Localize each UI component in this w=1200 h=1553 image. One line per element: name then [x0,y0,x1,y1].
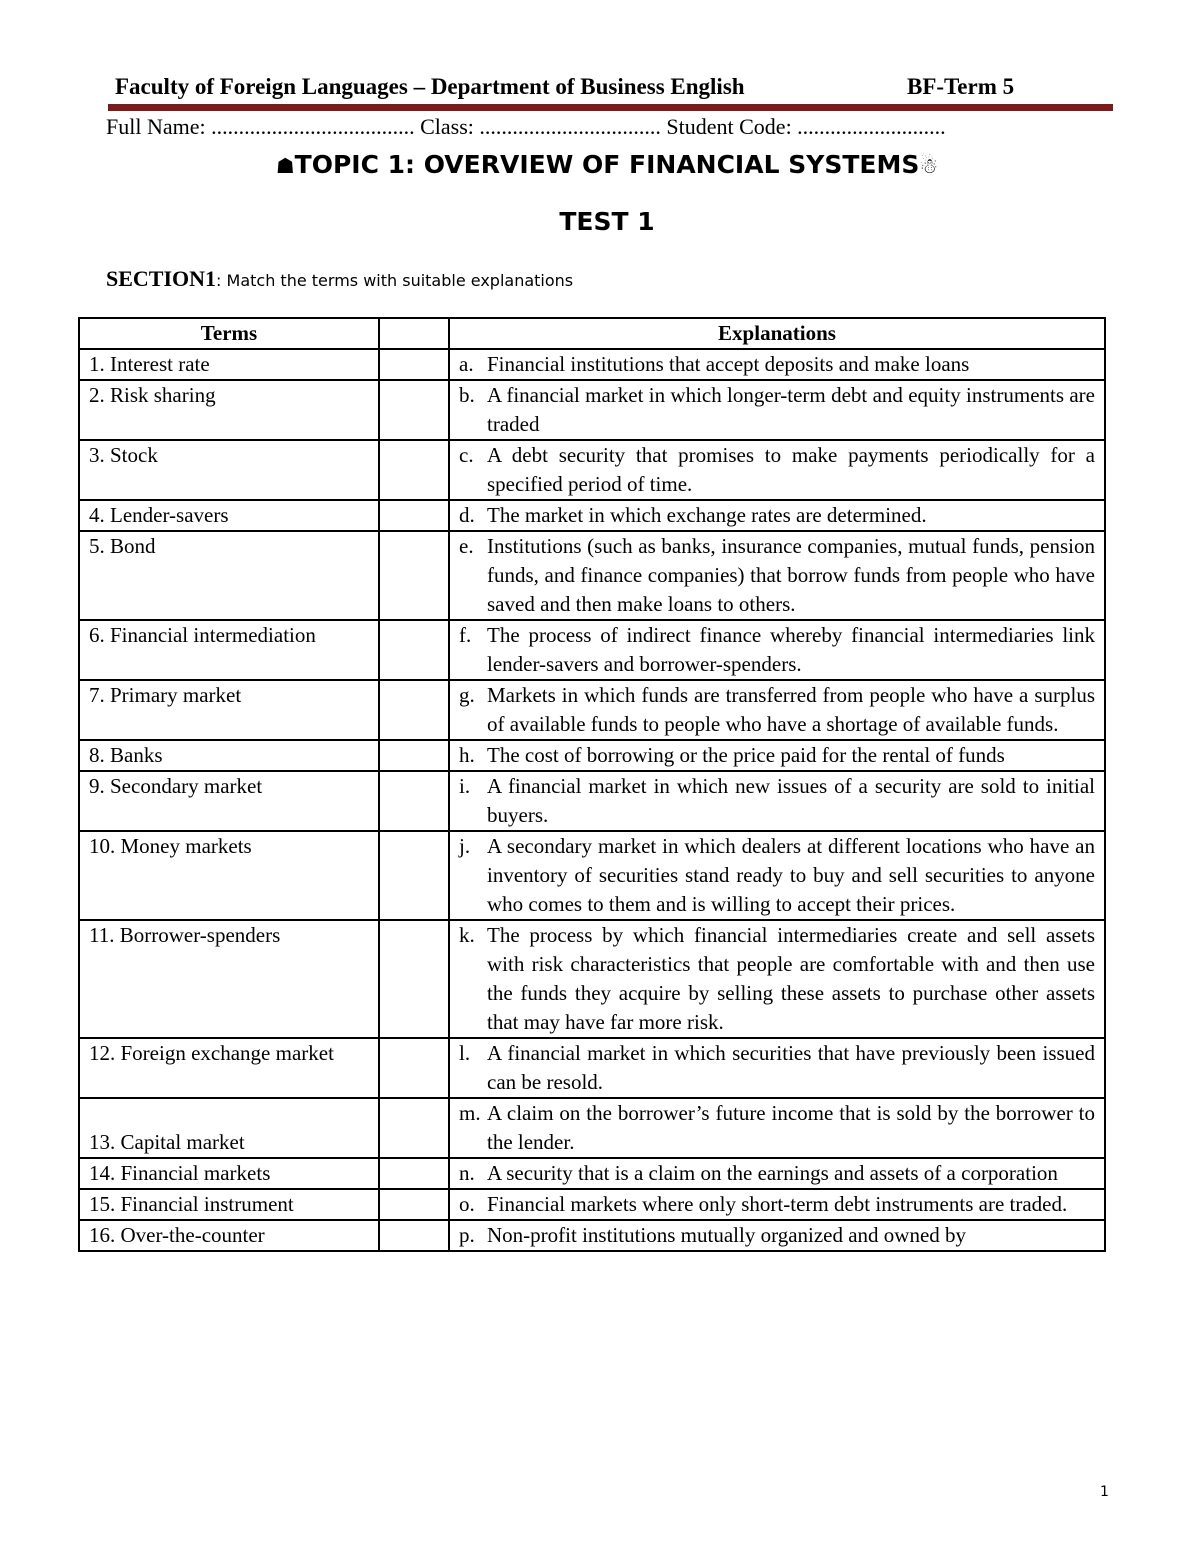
answer-cell[interactable] [379,1098,449,1158]
house-icon: ☗ [275,154,295,178]
explanation-text: The cost of borrowing or the price paid for the rental of funds [487,743,1005,767]
explanation-cell [449,380,1105,440]
term-label: BF-Term 5 [907,74,1015,99]
table-row [79,349,1105,380]
section-heading [106,266,573,292]
explanation-text: The market in which exchange rates are determined. [487,503,927,527]
explanation-letter: f. [459,623,472,647]
explanation-cell [449,620,1105,680]
term-cell: 3. Stock [79,440,379,500]
explanation-cell [449,1098,1105,1158]
explanation-letter: e. [459,534,474,558]
term-cell: 2. Risk sharing [79,380,379,440]
section-instruction: : Match the terms with suitable explanations [216,271,574,290]
explanation-cell [449,920,1105,1038]
table-row [79,380,1105,440]
topic-heading [0,150,1200,179]
explanation-letter: d. [459,503,475,527]
explanation-letter: g. [459,683,475,707]
explanation-letter: b. [459,383,475,407]
table-row [79,500,1105,531]
explanation-letter: c. [459,443,474,467]
explanation-letter: k. [459,923,475,947]
explanation-letter: h. [459,743,475,767]
owl-icon: ☃ [919,154,939,178]
explanation-letter: p. [459,1223,475,1247]
explanation-cell [449,1038,1105,1098]
table-row [79,771,1105,831]
explanation-text: A security that is a claim on the earnings and assets of a corporation [487,1161,1058,1185]
page-number: 1 [1100,1484,1109,1500]
class-field: Class: ................................. [420,114,667,139]
explanation-text: Non-profit institutions mutually organized and owned by [487,1223,967,1247]
answer-header [379,318,449,349]
table-row [79,1098,1105,1158]
explanation-text: A debt security that promises to make payments periodically for a specified period of time. [487,443,1095,496]
explanation-letter: o. [459,1192,475,1216]
answer-cell[interactable] [379,920,449,1038]
table-row [79,831,1105,920]
explanation-text: Markets in which funds are transferred from people who have a surplus of available funds to people who have a shortage of available funds. [487,683,1095,736]
explanation-letter: j. [459,834,471,858]
term-cell: 7. Primary market [79,680,379,740]
answer-cell[interactable] [379,680,449,740]
explanation-cell [449,1158,1105,1189]
term-cell: 10. Money markets [79,831,379,920]
table-header-row [79,318,1105,349]
explanation-text: Financial markets where only short-term debt instruments are traded. [487,1192,1068,1216]
answer-cell[interactable] [379,531,449,620]
topic-title: TOPIC 1: OVERVIEW OF FINANCIAL SYSTEMS [294,150,920,179]
table-row [79,680,1105,740]
term-cell: 8. Banks [79,740,379,771]
explanation-cell [449,771,1105,831]
explanation-text: Financial institutions that accept deposits and make loans [487,352,970,376]
explanation-letter: l. [459,1041,471,1065]
answer-cell[interactable] [379,380,449,440]
header-rule [108,104,1113,111]
term-cell: 15. Financial instrument [79,1189,379,1220]
answer-cell[interactable] [379,771,449,831]
explanation-text: The process of indirect finance whereby financial intermediaries link lender-savers and borrower-spenders. [487,623,1095,676]
explanation-text: A claim on the borrower’s future income that is sold by the borrower to the lender. [487,1101,1095,1154]
full-name-field: Full Name: ..................................... [106,114,421,139]
test-title: TEST 1 [559,207,655,236]
table-row [79,1220,1105,1251]
answer-cell[interactable] [379,620,449,680]
explanation-cell [449,349,1105,380]
explanation-cell [449,740,1105,771]
answer-cell[interactable] [379,740,449,771]
explanation-cell [449,831,1105,920]
explanation-letter: m. [459,1101,481,1125]
answer-cell[interactable] [379,500,449,531]
term-cell: 1. Interest rate [79,349,379,380]
term-cell: 5. Bond [79,531,379,620]
explanation-text: A secondary market in which dealers at different locations who have an inventory of securities stand ready to buy and sell securities to anyone who comes to them and is willing to accept their prices. [487,834,1095,916]
answer-cell[interactable] [379,1189,449,1220]
explanation-text: A financial market in which securities that have previously been issued can be resold. [487,1041,1095,1094]
explanation-cell [449,500,1105,531]
term-cell: 4. Lender-savers [79,500,379,531]
explanation-cell [449,1220,1105,1251]
table-row [79,620,1105,680]
explanation-text: A financial market in which longer-term debt and equity instruments are traded [487,383,1095,436]
explanation-letter: n. [459,1161,475,1185]
table-row [79,920,1105,1038]
student-code-field: Student Code: ........................... [666,114,946,139]
terms-header: Terms [79,318,379,349]
term-cell: 13. Capital market [79,1098,379,1158]
explanation-cell [449,680,1105,740]
explanation-letter: a. [459,352,474,376]
answer-cell[interactable] [379,1038,449,1098]
explanation-text: The process by which financial intermediaries create and sell assets with risk characteristics that people are comfortable with and then use the funds they acquire by selling these assets to purchase other assets that may have far more risk. [487,923,1095,1034]
explanation-text: A financial market in which new issues of a security are sold to initial buyers. [487,774,1095,827]
student-info-fields [106,114,946,140]
answer-cell[interactable] [379,440,449,500]
answer-cell[interactable] [379,831,449,920]
term-cell: 9. Secondary market [79,771,379,831]
explanation-cell [449,440,1105,500]
explanation-cell [449,1189,1105,1220]
term-cell: 6. Financial intermediation [79,620,379,680]
table-row [79,1158,1105,1189]
table-row [79,1038,1105,1098]
answer-cell[interactable] [379,1158,449,1189]
explanation-text: Institutions (such as banks, insurance companies, mutual funds, pension funds, and finance companies) that borrow funds from people who have saved and then make loans to others. [487,534,1095,616]
term-cell: 11. Borrower-spenders [79,920,379,1038]
department-title: Faculty of Foreign Languages – Department of Business English [115,74,745,99]
matching-table [78,317,1106,1252]
term-cell: 12. Foreign exchange market [79,1038,379,1098]
table-row [79,1189,1105,1220]
term-cell: 16. Over-the-counter [79,1220,379,1251]
table-row [79,740,1105,771]
section-label: SECTION1 [106,266,217,291]
explanation-letter: i. [459,774,471,798]
explanations-header: Explanations [449,318,1105,349]
answer-cell[interactable] [379,1220,449,1251]
term-cell: 14. Financial markets [79,1158,379,1189]
answer-cell[interactable] [379,349,449,380]
table-row [79,531,1105,620]
table-row [79,440,1105,500]
page-header [115,70,1110,104]
explanation-cell [449,531,1105,620]
